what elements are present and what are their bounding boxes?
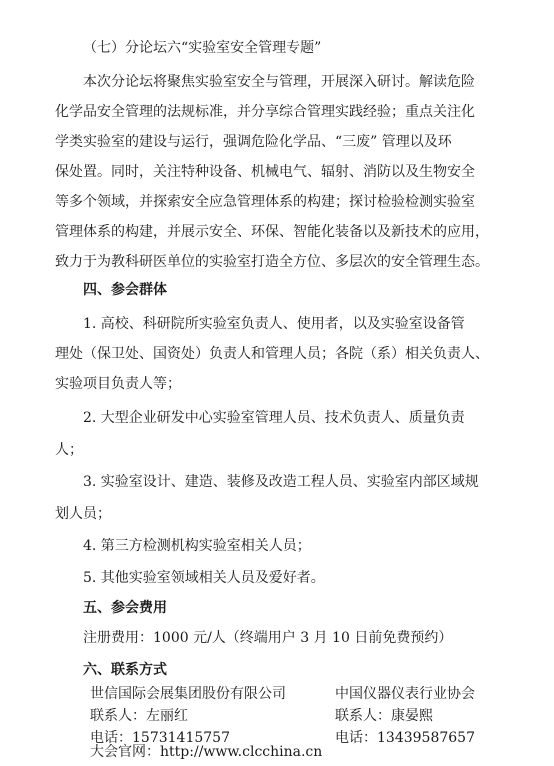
section7-line-7: 致力于为教科研医单位的实验室打造全方位、多层次的安全管理生态。 — [55, 254, 489, 270]
website-link[interactable]: 大会官网：http://www.clcchina.cn — [90, 744, 323, 760]
participant-item-2-line-2: 人； — [55, 442, 83, 458]
contact-person-2: 联系人：康晏熙 — [335, 708, 433, 724]
contact-org-row — [90, 684, 510, 704]
section7-line-5: 等多个领域，并探索安全应急管理体系的构建；探讨检验检测实验室 — [55, 194, 475, 210]
contact-person-1: 联系人：左丽红 — [90, 708, 188, 724]
section5-heading: 五、参会费用 — [83, 600, 167, 616]
section6-heading: 六、联系方式 — [83, 662, 167, 678]
section7-line-6: 管理体系的构建，并展示安全、环保、智能化装备以及新技术的应用， — [55, 224, 489, 240]
section7-line-3: 学类实验室的建设与运行，强调危险化学品、“三废” 管理以及环 — [55, 134, 452, 150]
section7-line-2: 化学品安全管理的法规标准，并分享综合管理实践经验；重点关注化 — [55, 104, 475, 120]
org-name-1: 世信国际会展集团股份有限公司 — [90, 686, 286, 702]
section7-title: （七）分论坛六“实验室安全管理专题” — [83, 40, 322, 56]
contact-person-row — [90, 706, 510, 726]
org-name-2: 中国仪器仪表行业协会 — [335, 686, 475, 702]
section7-line-4: 保处置。同时，关注特种设备、机械电气、辐射、消防以及生物安全 — [55, 164, 475, 180]
participant-item-3-line-1: 3. 实验室设计、建造、装修及改造工程人员、实验室内部区域规 — [83, 474, 479, 490]
contact-phone-2: 电话：13439587657 — [335, 730, 475, 746]
section4-heading: 四、参会群体 — [83, 282, 167, 298]
participant-item-5: 5. 其他实验室领域相关人员及爱好者。 — [83, 570, 325, 586]
participant-item-1-line-2: 理处（保卫处、国资处）负责人和管理人员；各院（系）相关负责人、 — [55, 346, 489, 362]
participant-item-1-line-1: 1. 高校、科研院所实验室负责人、使用者，以及实验室设备管 — [83, 316, 465, 332]
participant-item-4: 4. 第三方检测机构实验室相关人员； — [83, 538, 311, 554]
participant-item-3-line-2: 划人员； — [55, 506, 111, 522]
section7-line-1: 本次分论坛将聚焦实验室安全与管理，开展深入研讨。解读危险 — [83, 74, 475, 90]
registration-fee: 注册费用：1000 元/人（终端用户 3 月 10 日前免费预约） — [83, 630, 453, 646]
participant-item-2-line-1: 2. 大型企业研发中心实验室管理人员、技术负责人、质量负责 — [83, 410, 465, 426]
contact-phone-1: 电话：15731415757 — [90, 730, 230, 746]
participant-item-1-line-3: 实验项目负责人等； — [55, 376, 181, 392]
